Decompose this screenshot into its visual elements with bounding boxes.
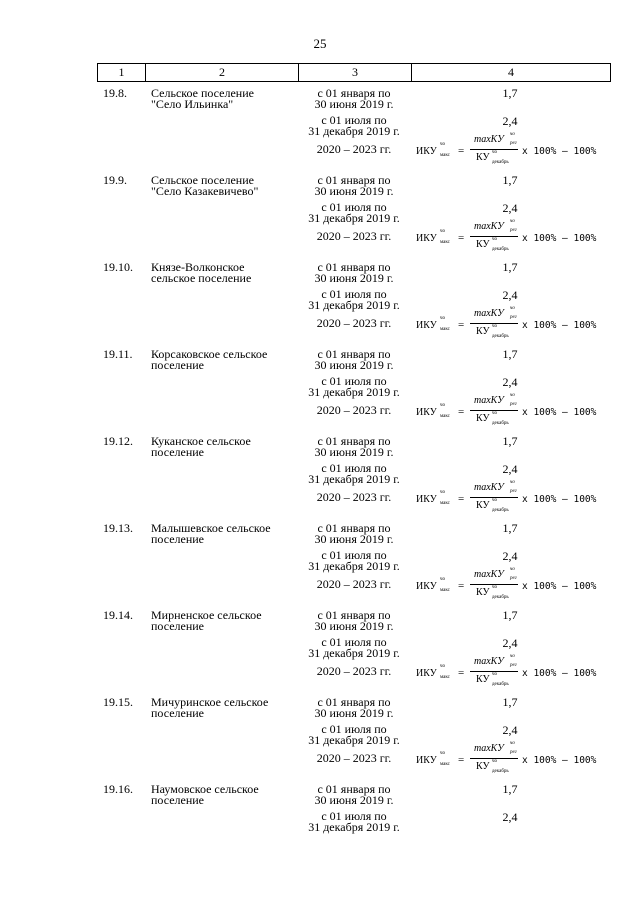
row-number: 19.12. — [103, 434, 133, 448]
formula-lhs — [416, 751, 450, 767]
formula-denominator-sup: чо — [492, 672, 498, 677]
formula-numerator-text: maxКУ — [474, 308, 504, 319]
settlement-name: Наумовское сельское поселение — [151, 782, 259, 807]
formula-denominator — [476, 411, 509, 426]
formula-numerator-sup: чо — [510, 219, 515, 224]
table-row — [0, 697, 640, 784]
value-first-half: 1,7 — [502, 782, 518, 796]
period-multi-year: 2020 – 2023 гг. — [316, 490, 392, 504]
formula-denominator-sub: декабрь — [492, 595, 509, 600]
period-second-half: с 01 июля по 31 декабря 2019 г. — [308, 635, 400, 660]
formula-numerator-sup: чо — [510, 741, 515, 746]
settlement-name: Куканское сельское поселение — [151, 434, 251, 459]
formula-denominator — [476, 150, 509, 165]
formula-denominator-text: КУ — [476, 152, 490, 163]
formula-lhs — [416, 229, 450, 245]
formula-tail: x 100% – 100% — [522, 407, 597, 418]
period-second-half: с 01 июля по 31 декабря 2019 г. — [308, 461, 400, 486]
period-multi-year: 2020 – 2023 гг. — [316, 577, 392, 591]
formula-lhs — [416, 316, 450, 332]
row-number: 19.10. — [103, 260, 133, 274]
formula-denominator-sup: чо — [492, 498, 498, 503]
formula-equals: = — [458, 406, 465, 418]
formula-denominator-sup: чо — [492, 237, 498, 242]
period-second-half: с 01 июля по 31 декабря 2019 г. — [308, 113, 400, 138]
formula-numerator — [474, 480, 517, 494]
period-second-half: с 01 июля по 31 декабря 2019 г. — [308, 809, 400, 834]
formula-equals: = — [458, 754, 465, 766]
index-formula — [416, 569, 616, 603]
formula-lhs — [416, 142, 450, 158]
formula-lhs — [416, 403, 450, 419]
formula-denominator-sub: декабрь — [492, 421, 509, 426]
formula-numerator-sub: рег — [510, 315, 517, 320]
formula-denominator-sub: декабрь — [492, 334, 509, 339]
formula-tail: x 100% – 100% — [522, 146, 597, 157]
formula-denominator-text: КУ — [476, 587, 490, 598]
formula-lhs-text: ИКУ — [416, 668, 437, 679]
formula-lhs-text: ИКУ — [416, 494, 437, 505]
period-second-half: с 01 июля по 31 декабря 2019 г. — [308, 548, 400, 573]
formula-denominator — [476, 324, 509, 339]
formula-lhs-sub: макс — [440, 240, 450, 245]
formula-lhs-sup: чо — [440, 142, 446, 147]
formula-numerator-text: maxКУ — [474, 656, 504, 667]
period-second-half: с 01 июля по 31 декабря 2019 г. — [308, 374, 400, 399]
formula-numerator-sup: чо — [510, 654, 515, 659]
formula-numerator-sup: чо — [510, 480, 515, 485]
row-number: 19.9. — [103, 173, 127, 187]
formula-denominator-text: КУ — [476, 326, 490, 337]
settlement-name: Малышевское сельское поселение — [151, 521, 271, 546]
formula-numerator-sub: рег — [510, 576, 517, 581]
header-col-2: 2 — [146, 64, 299, 81]
table-row — [0, 262, 640, 349]
formula-fraction — [470, 134, 518, 168]
index-formula — [416, 395, 616, 429]
table-row — [0, 610, 640, 697]
value-first-half: 1,7 — [502, 521, 518, 535]
formula-numerator-sup: чо — [510, 567, 515, 572]
formula-denominator-sup: чо — [492, 324, 498, 329]
formula-denominator — [476, 237, 509, 252]
period-first-half: с 01 января по 30 июня 2019 г. — [314, 434, 394, 459]
formula-lhs — [416, 577, 450, 593]
formula-numerator-sub: рег — [510, 663, 517, 668]
period-second-half: с 01 июля по 31 декабря 2019 г. — [308, 287, 400, 312]
table-row — [0, 88, 640, 175]
formula-denominator — [476, 498, 509, 513]
formula-lhs-text: ИКУ — [416, 407, 437, 418]
row-number: 19.15. — [103, 695, 133, 709]
formula-numerator-sup: чо — [510, 393, 515, 398]
formula-lhs-sup: чо — [440, 229, 446, 234]
row-number: 19.8. — [103, 86, 127, 100]
formula-denominator — [476, 585, 509, 600]
header-col-4: 4 — [508, 65, 514, 79]
period-multi-year: 2020 – 2023 гг. — [316, 229, 392, 243]
formula-fraction — [470, 743, 518, 777]
index-formula — [416, 656, 616, 690]
formula-denominator-text: КУ — [476, 239, 490, 250]
formula-equals: = — [458, 580, 465, 592]
index-formula — [416, 134, 616, 168]
formula-denominator-sup: чо — [492, 411, 498, 416]
formula-equals: = — [458, 319, 465, 331]
index-formula — [416, 482, 616, 516]
formula-equals: = — [458, 493, 465, 505]
period-first-half: с 01 января по 30 июня 2019 г. — [314, 608, 394, 633]
value-first-half: 1,7 — [502, 173, 518, 187]
formula-equals: = — [458, 145, 465, 157]
formula-numerator-sub: рег — [510, 489, 517, 494]
formula-numerator — [474, 654, 517, 668]
formula-lhs — [416, 664, 450, 680]
formula-lhs-sub: макс — [440, 327, 450, 332]
formula-numerator-sub: рег — [510, 141, 517, 146]
period-first-half: с 01 января по 30 июня 2019 г. — [314, 260, 394, 285]
value-second-half: 2,4 — [502, 288, 518, 302]
formula-denominator — [476, 759, 509, 774]
value-second-half: 2,4 — [502, 462, 518, 476]
formula-numerator-text: maxКУ — [474, 221, 504, 232]
formula-tail: x 100% – 100% — [522, 581, 597, 592]
period-multi-year: 2020 – 2023 гг. — [316, 403, 392, 417]
formula-lhs-text: ИКУ — [416, 581, 437, 592]
formula-fraction — [470, 482, 518, 516]
period-first-half: с 01 января по 30 июня 2019 г. — [314, 173, 394, 198]
settlement-name: Корсаковское сельское поселение — [151, 347, 268, 372]
formula-tail: x 100% – 100% — [522, 233, 597, 244]
formula-numerator-text: maxКУ — [474, 569, 504, 580]
index-formula — [416, 221, 616, 255]
table-header — [97, 63, 611, 82]
row-number: 19.13. — [103, 521, 133, 535]
table-row — [0, 349, 640, 436]
formula-tail: x 100% – 100% — [522, 755, 597, 766]
index-formula — [416, 308, 616, 342]
settlement-name: Мирненское сельское поселение — [151, 608, 262, 633]
formula-numerator-text: maxКУ — [474, 482, 504, 493]
formula-denominator-sub: декабрь — [492, 160, 509, 165]
value-first-half: 1,7 — [502, 260, 518, 274]
formula-numerator — [474, 393, 517, 407]
period-multi-year: 2020 – 2023 гг. — [316, 664, 392, 678]
period-first-half: с 01 января по 30 июня 2019 г. — [314, 86, 394, 111]
formula-numerator-sup: чо — [510, 132, 515, 137]
formula-denominator — [476, 672, 509, 687]
formula-lhs-sup: чо — [440, 751, 446, 756]
page-number: 25 — [313, 36, 327, 51]
formula-lhs-sup: чо — [440, 316, 446, 321]
formula-numerator-sub: рег — [510, 228, 517, 233]
formula-numerator — [474, 741, 517, 755]
formula-denominator-text: КУ — [476, 413, 490, 424]
formula-lhs-text: ИКУ — [416, 755, 437, 766]
value-first-half: 1,7 — [502, 434, 518, 448]
value-second-half: 2,4 — [502, 723, 518, 737]
row-number: 19.16. — [103, 782, 133, 796]
formula-numerator-sup: чо — [510, 306, 515, 311]
formula-denominator-sup: чо — [492, 585, 498, 590]
index-formula — [416, 743, 616, 777]
formula-lhs-sub: макс — [440, 414, 450, 419]
value-first-half: 1,7 — [502, 695, 518, 709]
table-row — [0, 436, 640, 523]
value-first-half: 1,7 — [502, 86, 518, 100]
formula-fraction — [470, 656, 518, 690]
formula-denominator-sub: декабрь — [492, 247, 509, 252]
formula-lhs-sub: макс — [440, 675, 450, 680]
value-second-half: 2,4 — [502, 810, 518, 824]
formula-fraction — [470, 569, 518, 603]
settlement-name: Князе-Волконское сельское поселение — [151, 260, 252, 285]
value-second-half: 2,4 — [502, 375, 518, 389]
formula-equals: = — [458, 232, 465, 244]
formula-denominator-sup: чо — [492, 759, 498, 764]
formula-numerator — [474, 132, 517, 146]
formula-denominator-text: КУ — [476, 500, 490, 511]
value-second-half: 2,4 — [502, 114, 518, 128]
formula-lhs-sup: чо — [440, 664, 446, 669]
header-col-3: 3 — [299, 64, 412, 81]
formula-denominator-text: КУ — [476, 761, 490, 772]
formula-tail: x 100% – 100% — [522, 494, 597, 505]
formula-equals: = — [458, 667, 465, 679]
formula-fraction — [470, 221, 518, 255]
formula-lhs-sup: чо — [440, 490, 446, 495]
table-row — [0, 175, 640, 262]
formula-numerator-text: maxКУ — [474, 395, 504, 406]
formula-denominator-sup: чо — [492, 150, 498, 155]
formula-numerator-text: maxКУ — [474, 743, 504, 754]
value-second-half: 2,4 — [502, 201, 518, 215]
formula-tail: x 100% – 100% — [522, 320, 597, 331]
formula-lhs-sup: чо — [440, 577, 446, 582]
period-second-half: с 01 июля по 31 декабря 2019 г. — [308, 200, 400, 225]
period-first-half: с 01 января по 30 июня 2019 г. — [314, 347, 394, 372]
formula-numerator — [474, 306, 517, 320]
formula-fraction — [470, 395, 518, 429]
formula-denominator-sub: декабрь — [492, 682, 509, 687]
period-multi-year: 2020 – 2023 гг. — [316, 316, 392, 330]
settlement-name: Сельское поселение "Село Казакевичево" — [151, 173, 259, 198]
table-body — [0, 88, 640, 871]
formula-numerator — [474, 567, 517, 581]
formula-numerator-sub: рег — [510, 402, 517, 407]
period-first-half: с 01 января по 30 июня 2019 г. — [314, 782, 394, 807]
row-number: 19.11. — [103, 347, 133, 361]
settlement-name: Мичуринское сельское поселение — [151, 695, 269, 720]
formula-lhs-sub: макс — [440, 588, 450, 593]
period-multi-year: 2020 – 2023 гг. — [316, 751, 392, 765]
formula-lhs-sub: макс — [440, 153, 450, 158]
formula-denominator-text: КУ — [476, 674, 490, 685]
formula-lhs-text: ИКУ — [416, 320, 437, 331]
period-first-half: с 01 января по 30 июня 2019 г. — [314, 521, 394, 546]
formula-numerator-sub: рег — [510, 750, 517, 755]
formula-numerator-text: maxКУ — [474, 134, 504, 145]
period-multi-year: 2020 – 2023 гг. — [316, 142, 392, 156]
period-second-half: с 01 июля по 31 декабря 2019 г. — [308, 722, 400, 747]
row-number: 19.14. — [103, 608, 133, 622]
value-second-half: 2,4 — [502, 636, 518, 650]
value-first-half: 1,7 — [502, 347, 518, 361]
table-row — [0, 784, 640, 871]
value-second-half: 2,4 — [502, 549, 518, 563]
formula-fraction — [470, 308, 518, 342]
table-row — [0, 523, 640, 610]
period-first-half: с 01 января по 30 июня 2019 г. — [314, 695, 394, 720]
formula-lhs — [416, 490, 450, 506]
header-col-1: 1 — [98, 64, 146, 81]
formula-lhs-text: ИКУ — [416, 146, 437, 157]
formula-lhs-sup: чо — [440, 403, 446, 408]
formula-denominator-sub: декабрь — [492, 508, 509, 513]
formula-lhs-sub: макс — [440, 762, 450, 767]
formula-lhs-text: ИКУ — [416, 233, 437, 244]
settlement-name: Сельское поселение "Село Ильинка" — [151, 86, 254, 111]
formula-tail: x 100% – 100% — [522, 668, 597, 679]
formula-lhs-sub: макс — [440, 501, 450, 506]
value-first-half: 1,7 — [502, 608, 518, 622]
formula-numerator — [474, 219, 517, 233]
formula-denominator-sub: декабрь — [492, 769, 509, 774]
